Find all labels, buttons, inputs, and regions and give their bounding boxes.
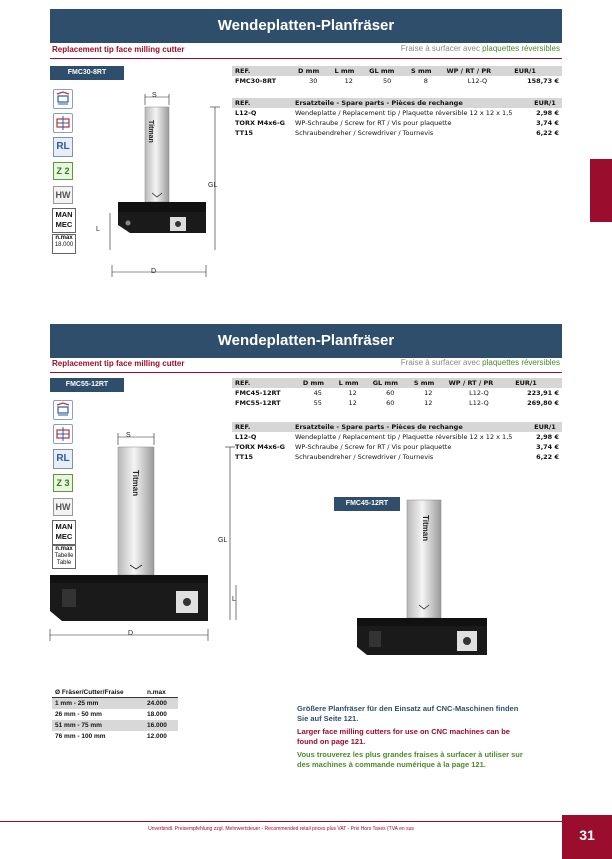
table-row xyxy=(232,452,562,462)
cell-wp: L12-Q xyxy=(469,399,489,407)
col-l: L mm xyxy=(331,66,366,76)
cell-price: 223,91 € xyxy=(527,389,559,397)
cell-price: 269,80 € xyxy=(527,399,559,407)
cell-desc: WP-Schraube / Screw for RT / Vis pour plaquette xyxy=(295,443,452,451)
cell-l: 12 xyxy=(344,77,353,85)
table-header-row xyxy=(232,98,562,108)
col-ref: REF. xyxy=(232,422,292,432)
table-row xyxy=(232,118,562,128)
table-row xyxy=(52,731,178,742)
footer-divider xyxy=(0,821,562,822)
speed-table xyxy=(52,688,178,742)
section1-parts-table xyxy=(232,98,562,138)
man-label: MAN xyxy=(55,210,73,219)
rl-icon: RL xyxy=(53,449,73,469)
nmax-label: n.max xyxy=(55,546,73,552)
section2-code-box: FMC55-12RT xyxy=(50,378,124,392)
brand-logo-1: Titman xyxy=(147,120,154,143)
table-row xyxy=(232,108,562,118)
col-parts: Ersatzteile - Spare parts - Pièces de rechange xyxy=(292,98,531,108)
cell-price: 3,74 € xyxy=(536,119,559,127)
col-d: D mm xyxy=(300,378,336,388)
dim-gl-label: GL xyxy=(218,537,228,544)
col-l: L mm xyxy=(336,378,370,388)
col-d: D mm xyxy=(295,66,331,76)
table-row xyxy=(232,76,562,86)
cell-price: 6,22 € xyxy=(536,129,559,137)
cell-desc: WP-Schraube / Screw for RT / Vis pour plaquette xyxy=(295,119,452,127)
cell-gl: 60 xyxy=(386,389,395,397)
cell-speed: 16.000 xyxy=(144,720,178,731)
col-gl: GL mm xyxy=(366,66,408,76)
section2-subtitle-fr-suffix: plaquettes réversibles xyxy=(482,358,560,367)
section2-title: Wendeplatten-Planfräser xyxy=(50,324,562,358)
cell-gl: 50 xyxy=(382,77,392,85)
col-wp: WP / RT / PR xyxy=(446,378,513,388)
section2-subtitle-fr-prefix: Fraise à surfacer avec xyxy=(400,358,480,367)
mec-label: MEC xyxy=(55,220,73,229)
section2-cutter-drawing xyxy=(40,425,240,645)
cell-wp: L12-Q xyxy=(467,77,488,85)
section2-subtitle-fr xyxy=(401,358,560,367)
cell-speed: 18.000 xyxy=(147,711,167,718)
note-en: Larger face milling cutters for use on CNC machines can be found on page 121. xyxy=(297,727,510,746)
rl-icon: RL xyxy=(53,137,73,157)
section1-subtitle-en: Replacement tip face milling cutter xyxy=(52,45,185,54)
cell-d: 45 xyxy=(313,389,322,397)
brand-logo-3: Titman xyxy=(421,515,430,542)
cell-ref: FMC55-12RT xyxy=(235,399,281,407)
table-row xyxy=(52,709,178,720)
cell-s: 12 xyxy=(424,389,433,397)
cell-range: 76 mm - 100 mm xyxy=(55,733,106,740)
col-ref: REF. xyxy=(232,98,292,108)
man-label: MAN xyxy=(55,522,73,531)
cell-speed: 12.000 xyxy=(147,733,167,740)
cell-price: 3,74 € xyxy=(536,443,559,451)
table-header-row xyxy=(232,378,562,388)
dim-s-label: S xyxy=(152,92,157,99)
col-gl: GL mm xyxy=(370,378,411,388)
cell-range: 26 mm - 50 mm xyxy=(55,711,102,718)
cell-range: 1 mm - 25 mm xyxy=(52,698,144,710)
page-number: 31 xyxy=(562,815,612,859)
table-header-row xyxy=(232,422,562,432)
nmax-value-en: Table xyxy=(56,560,72,566)
cell-desc: Schraubendreher / Screwdriver / Tournevis xyxy=(295,453,434,461)
nmax-value-de: Tabelle xyxy=(54,553,74,559)
section1-title: Wendeplatten-Planfräser xyxy=(50,9,562,43)
table-header-row xyxy=(52,688,178,698)
col-eur: EUR/1 xyxy=(511,66,562,76)
section1-subtitle-fr-suffix: plaquettes réversibles xyxy=(482,44,560,53)
cell-l: 12 xyxy=(348,399,357,407)
cell-s: 8 xyxy=(423,77,428,85)
nmax-value: 18.000 xyxy=(54,242,74,248)
section1-subtitle-fr-prefix: Fraise à surfacer avec xyxy=(400,44,480,53)
side-tab xyxy=(590,159,612,222)
z-icon: Z 2 xyxy=(53,162,73,180)
dim-l-label: L xyxy=(232,596,236,603)
table-row xyxy=(232,388,562,398)
machine-type-icon xyxy=(53,113,73,133)
fmc45-product-image xyxy=(345,495,495,665)
col-parts: Ersatzteile - Spare parts - Pièces de rechange xyxy=(292,422,531,432)
man-mec-icon xyxy=(52,208,76,233)
col-ref: REF. xyxy=(232,66,295,76)
dim-l-label: L xyxy=(96,226,100,233)
cell-desc: Wendeplatte / Replacement tip / Plaquette réversible 12 x 12 x 1,5 xyxy=(295,109,513,117)
table-row xyxy=(232,398,562,408)
cell-desc: Schraubendreher / Screwdriver / Tournevis xyxy=(295,129,434,137)
mec-label: MEC xyxy=(55,532,73,541)
z-icon: Z 3 xyxy=(53,474,73,492)
dim-gl-label: GL xyxy=(208,182,218,189)
dim-d-label: D xyxy=(128,630,134,637)
cell-ref: TT15 xyxy=(235,453,254,461)
table-row xyxy=(52,698,178,710)
rotation-direction-icon xyxy=(53,400,73,420)
cell-price: 6,22 € xyxy=(536,453,559,461)
cell-price: 2,98 € xyxy=(536,433,559,441)
cell-gl: 60 xyxy=(386,399,395,407)
cell-ref: TT15 xyxy=(235,129,254,137)
cell-l: 12 xyxy=(348,389,357,397)
section1-code-box: FMC30-8RT xyxy=(50,66,124,80)
col-ref: REF. xyxy=(232,378,300,388)
section2-parts-table xyxy=(232,422,562,462)
section2-code2-box: FMC45-12RT xyxy=(334,497,400,511)
cell-ref: L12-Q xyxy=(235,109,257,117)
dim-s-label: S xyxy=(126,432,131,439)
nmax-icon xyxy=(52,234,76,254)
hw-icon: HW xyxy=(53,498,73,516)
section1-subtitle xyxy=(50,44,562,59)
dim-d-label: D xyxy=(151,268,157,275)
cell-d: 30 xyxy=(309,77,318,85)
rotation-direction-icon xyxy=(53,89,73,109)
cell-desc: Wendeplatte / Replacement tip / Plaquette réversible 12 x 12 x 1,5 xyxy=(295,433,513,441)
footer-text: Unverbindl. Preisempfehlung zzgl. Mehrwertsteuer - Recommended retail prices plus VAT - Prix Hors Taxes (TVA en sus xyxy=(148,826,414,832)
cell-d: 55 xyxy=(313,399,322,407)
table-header-row xyxy=(232,66,562,76)
cell-range: 51 mm - 75 mm xyxy=(52,720,144,731)
note-de: Größere Planfräser für den Einsatz auf CNC-Maschinen finden Sie auf Seite 121. xyxy=(297,704,519,723)
col-eur: EUR/1 xyxy=(512,378,562,388)
col-s: S mm xyxy=(408,66,443,76)
nmax-label: n.max xyxy=(55,235,73,241)
section2-product-table xyxy=(232,378,562,408)
section1-product-table xyxy=(232,66,562,86)
col-diameter: Ø Fräser/Cutter/Fraise xyxy=(52,688,144,698)
hw-icon: HW xyxy=(53,186,73,204)
cell-ref: L12-Q xyxy=(235,433,257,441)
cell-ref: TORX M4x6-G xyxy=(235,443,285,451)
cell-price: 158,73 € xyxy=(527,77,559,85)
cell-s: 12 xyxy=(424,399,433,407)
cell-wp: L12-Q xyxy=(469,389,489,397)
cell-price: 2,98 € xyxy=(536,109,559,117)
section2-subtitle-en: Replacement tip face milling cutter xyxy=(52,359,185,368)
cell-ref: FMC45-12RT xyxy=(235,389,281,397)
col-eur: EUR/1 xyxy=(531,422,562,432)
section2-subtitle xyxy=(50,358,562,373)
cell-ref: FMC30-8RT xyxy=(235,77,277,85)
table-row xyxy=(52,720,178,731)
col-wp: WP / RT / PR xyxy=(443,66,511,76)
section1-subtitle-fr xyxy=(401,44,560,53)
col-eur: EUR/1 xyxy=(531,98,562,108)
col-nmax: n.max xyxy=(144,688,178,698)
brand-logo-2: Titman xyxy=(131,470,140,497)
table-row xyxy=(232,442,562,452)
table-row xyxy=(232,432,562,442)
cell-ref: TORX M4x6-G xyxy=(235,119,285,127)
table-row xyxy=(232,128,562,138)
cell-speed: 24.000 xyxy=(144,698,178,710)
note-fr: Vous trouverez les plus grandes fraises à surfacer à utiliser sur des machines à commande numérique à la page 121. xyxy=(297,750,523,769)
col-s: S mm xyxy=(411,378,446,388)
